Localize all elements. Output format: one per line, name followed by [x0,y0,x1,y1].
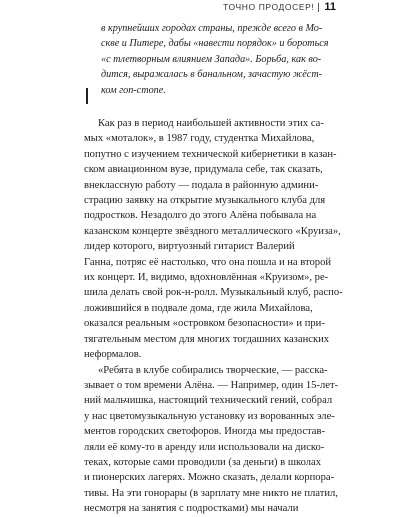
paragraph-line: ском авиационном вузе, придумала себе, так сказать, [84,164,323,176]
paragraph-line: Ганна, потряс её настолько, что она пошла и на второй [84,256,332,268]
paragraph-line: их концерт. И, видимо, вдохновлённая «Круизом», ре- [84,272,329,284]
paragraph-line: ложившийся в подвале дома, где жила Михайлова, [84,302,313,314]
paragraph-line: ний мальчишка, настоящий технический гений, собрал [84,395,333,407]
quote-block [101,21,343,98]
paragraph-line: мых «моталок», в 1987 году, студентка Михайлова, [84,133,315,145]
paragraph-line: тивы. На эти гонорары (в зарплату мне никто не платил, [84,487,338,499]
paragraph-line: лидер которого, виртуозный гитарист Валерий [84,241,295,253]
paragraph-line: подростков. Незадолго до этого Алёна побывала на [84,210,317,222]
paragraph-line: ляли её кому-то в аренду или использовали на диско- [84,441,325,453]
quote-line: скве и Питере, дабы «навести порядок» и бороться [101,38,329,50]
paragraph-line: Как раз в период наибольшей активности этих са- [98,118,324,129]
running-header [223,0,420,14]
paragraph-line: ментов городских светофоров. Иногда мы предостав- [84,426,326,438]
paragraph-line: зывает о том времени Алёна. — Например, один 15-лет- [84,379,339,391]
running-header-title: ТОЧНО ПРОДОСЕР! [223,2,315,12]
paragraph-line: оказался реальным «островком безопасности» и при- [84,318,325,330]
quote-line: дится, выражалась в банальном, зачастую жёст- [101,69,323,81]
quote-end-rule [86,88,88,104]
paragraph-line: внеклассную работу — подала в районную админи- [84,179,319,191]
paragraph-line: у нас цветомузыкальную установку из ворованных эле- [84,410,335,422]
quote-line: ком гоп-стопе. [101,84,166,96]
paragraph-line: страцию заявку на открытие музыкального клуба для [84,195,326,207]
paragraph-line: попутно с изучением технической кибернетики в казан- [84,148,337,160]
quote-line: в крупнейших городах страны, прежде всего в Мо- [101,23,323,34]
paragraph-line: и пионерских лагерях. Можно сказать, делали корпора- [84,472,335,484]
page-number: 11 [324,1,336,13]
paragraph-line: теках, которые сами проводили (за деньги) в школах [84,456,322,468]
paragraph-line: «Ребята в клубе собирались творческие, — расска- [98,364,328,376]
paragraph-line: тягательным местом для многих тогдашних казанских [84,333,330,345]
paragraph-line: несмотря на занятия с подростками) мы начали [84,503,299,515]
paragraph-line: шила делать свой рок-н-ролл. Музыкальный клуб, распо- [84,287,343,299]
quote-line: «с тлетворным влиянием Запада». Борьба, как во- [101,53,322,65]
paragraph-line: неформалов. [84,349,142,361]
header-separator [318,3,319,12]
body-text [84,116,344,517]
paragraph-line: казанском концерте звёздного металлического «Круиза», [84,225,341,237]
